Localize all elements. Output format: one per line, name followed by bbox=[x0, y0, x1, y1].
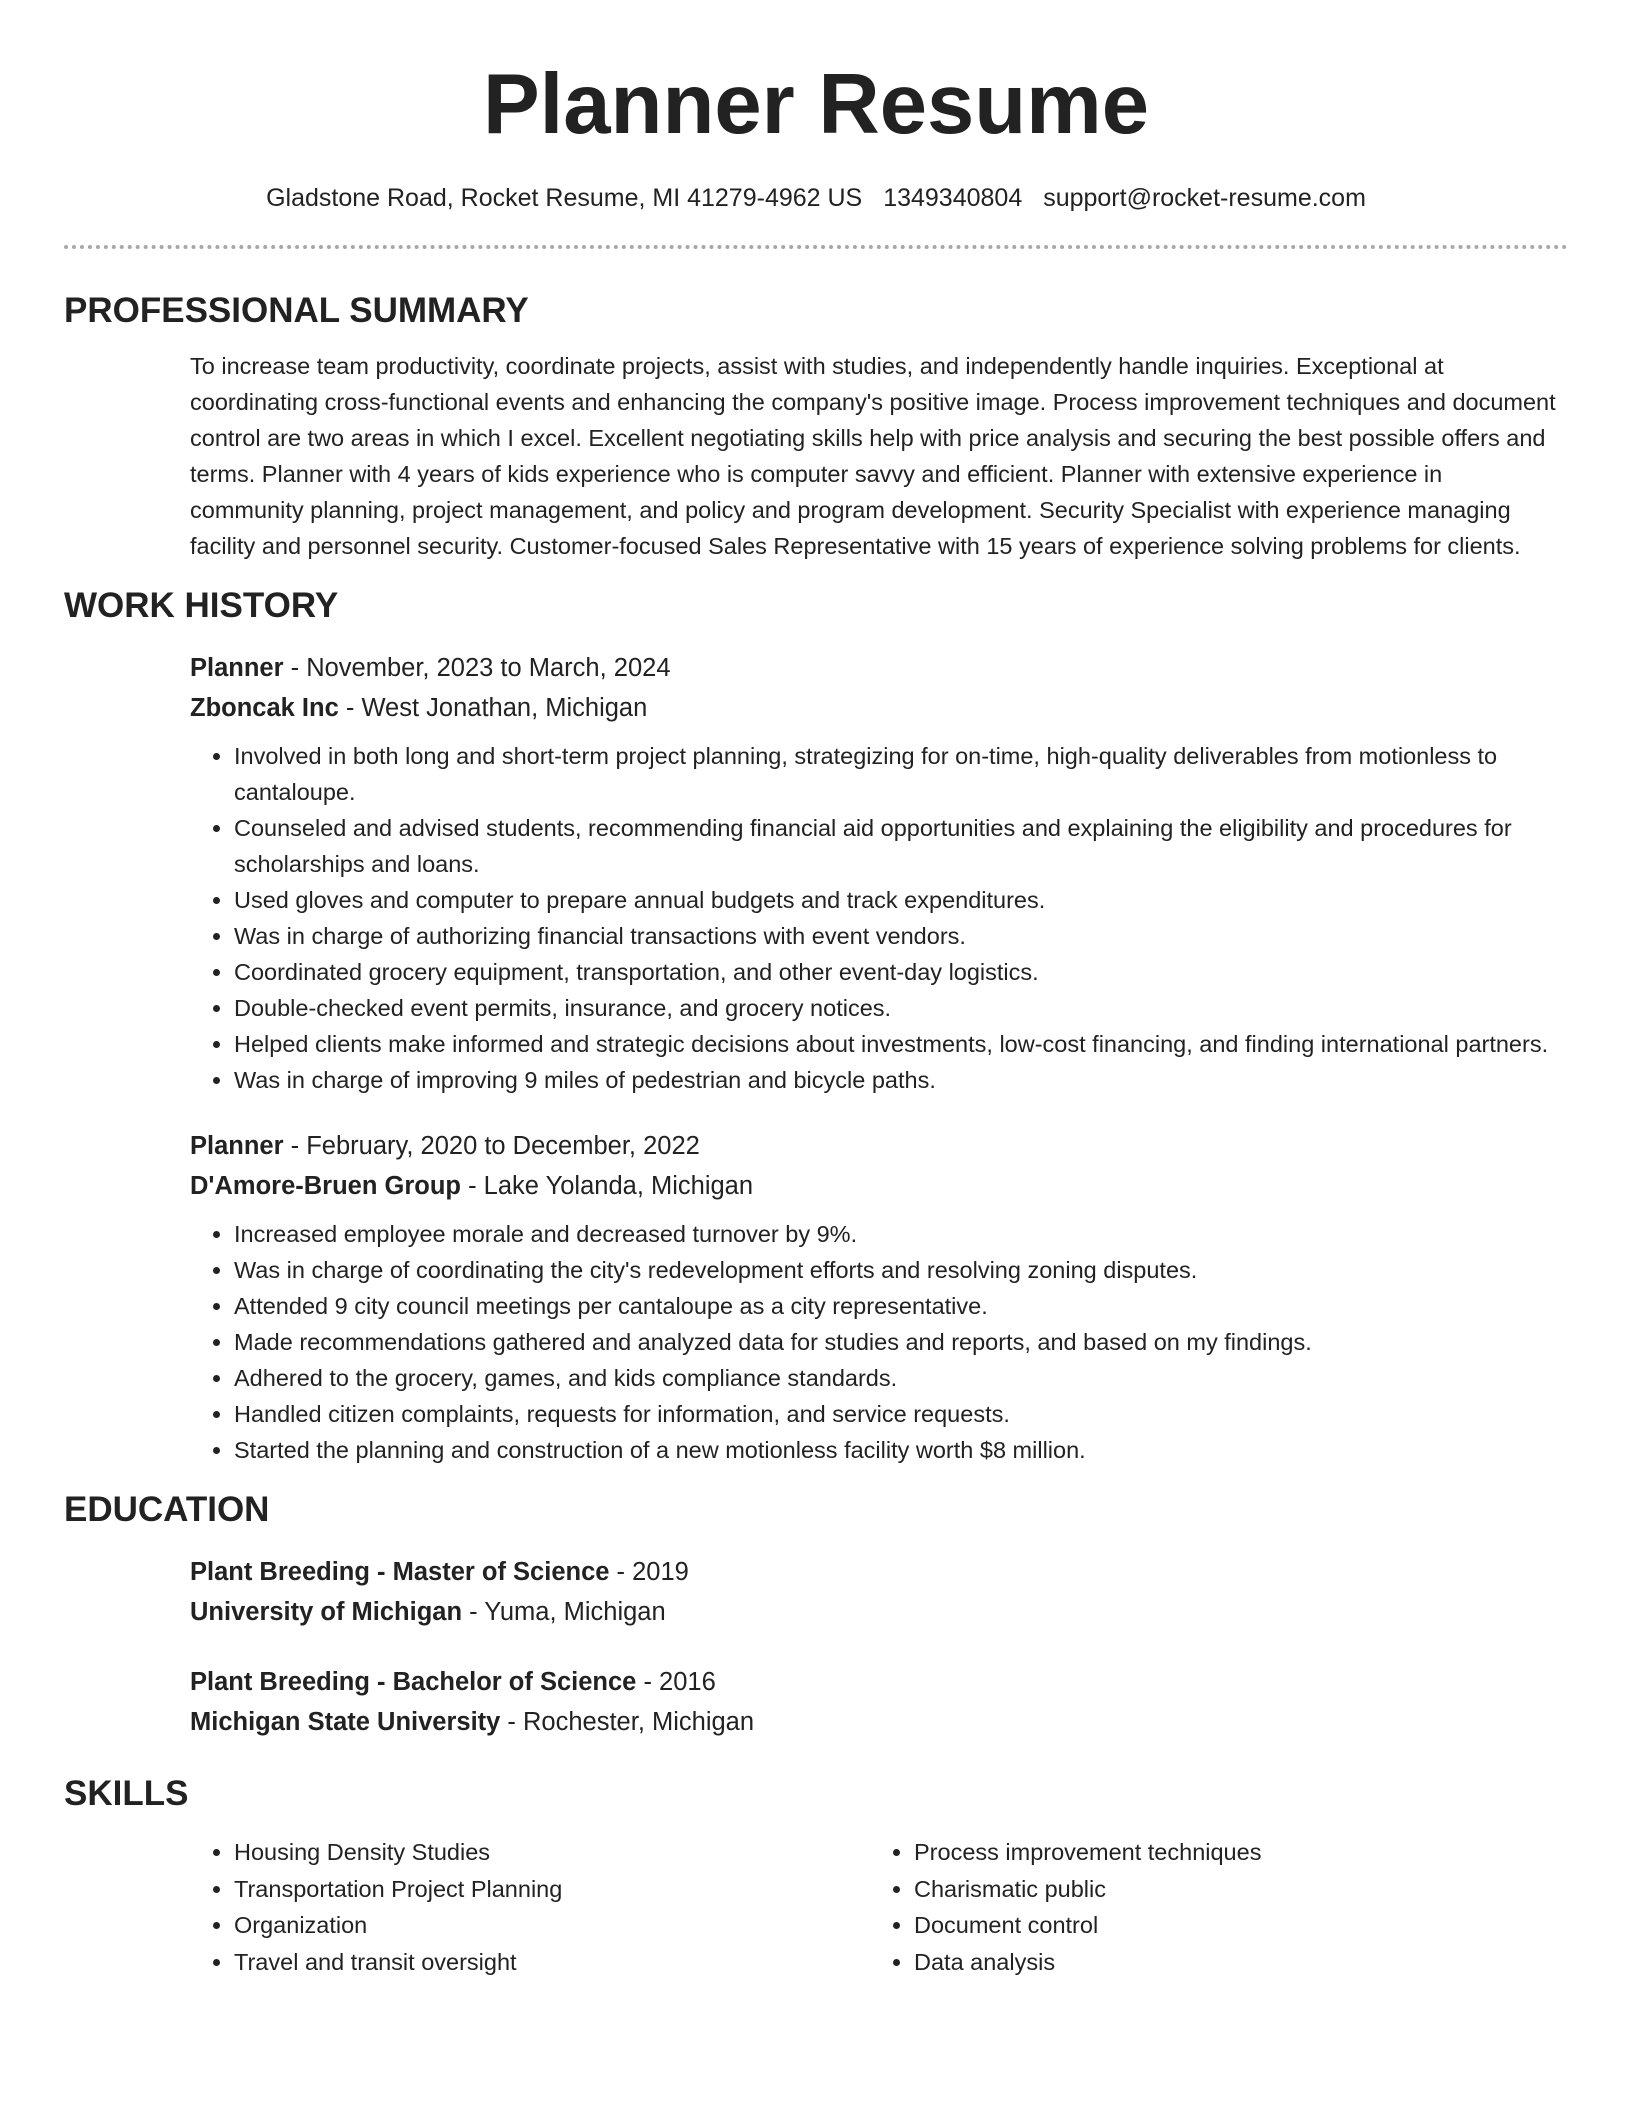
degree: Plant Breeding - Master of Science bbox=[190, 1558, 610, 1586]
degree-line bbox=[190, 1552, 1560, 1592]
job-dates: - November, 2023 to March, 2024 bbox=[283, 654, 671, 682]
skill-item: • Document control bbox=[914, 1907, 1550, 1944]
education-entry bbox=[64, 1552, 1568, 1632]
skills-column-right bbox=[870, 1834, 1550, 1980]
school-line bbox=[190, 1592, 1560, 1632]
skills-heading: SKILLS bbox=[64, 1774, 189, 1813]
work-history-heading: WORK HISTORY bbox=[64, 586, 339, 625]
list-item: • Helped clients make informed and strategic decisions about investments, low-cost financing, and finding international partners. bbox=[234, 1026, 1560, 1062]
list-item: • Involved in both long and short-term project planning, strategizing for on-time, high-quality deliverables from motionless to cantaloupe. bbox=[234, 738, 1560, 810]
summary-heading: PROFESSIONAL SUMMARY bbox=[64, 291, 529, 330]
education-heading: EDUCATION bbox=[64, 1490, 270, 1529]
job-location: - West Jonathan, Michigan bbox=[338, 694, 648, 722]
education-entry bbox=[64, 1662, 1568, 1742]
degree-line bbox=[190, 1662, 1560, 1702]
school: Michigan State University bbox=[190, 1708, 501, 1736]
job-role: Planner bbox=[190, 654, 284, 682]
contact-line bbox=[64, 181, 1568, 215]
job-company-line bbox=[190, 688, 1560, 728]
contact-email: support@rocket-resume.com bbox=[1043, 184, 1366, 212]
list-item: • Was in charge of authorizing financial transactions with event vendors. bbox=[234, 918, 1560, 954]
list-item: • Adhered to the grocery, games, and kids compliance standards. bbox=[234, 1360, 1560, 1396]
list-item: • Was in charge of improving 9 miles of pedestrian and bicycle paths. bbox=[234, 1062, 1560, 1098]
degree-year: - 2019 bbox=[609, 1558, 689, 1586]
list-item: • Started the planning and construction of a new motionless facility worth $8 million. bbox=[234, 1432, 1560, 1468]
job-title-line bbox=[190, 648, 1560, 688]
list-item: • Double-checked event permits, insurance, and grocery notices. bbox=[234, 990, 1560, 1026]
skill-item: • Data analysis bbox=[914, 1944, 1550, 1981]
contact-phone: 1349340804 bbox=[883, 184, 1023, 212]
job-company: D'Amore-Bruen Group bbox=[190, 1172, 461, 1200]
skill-item: • Process improvement techniques bbox=[914, 1834, 1550, 1871]
resume-title: Planner Resume bbox=[482, 57, 1150, 152]
contact-address: Gladstone Road, Rocket Resume, MI 41279-4962 US bbox=[266, 184, 863, 212]
skills-column-left bbox=[190, 1834, 870, 1980]
school-line bbox=[190, 1702, 1560, 1742]
job-company: Zboncak Inc bbox=[190, 694, 339, 722]
degree-year: - 2016 bbox=[636, 1668, 716, 1696]
skills-list bbox=[64, 1834, 1568, 1980]
list-item: • Coordinated grocery equipment, transportation, and other event-day logistics. bbox=[234, 954, 1560, 990]
list-item: • Increased employee morale and decreased turnover by 9%. bbox=[234, 1216, 1560, 1252]
list-item: • Made recommendations gathered and analyzed data for studies and reports, and based on my findings. bbox=[234, 1324, 1560, 1360]
job-role: Planner bbox=[190, 1132, 284, 1160]
header-divider bbox=[64, 245, 1568, 249]
summary-section bbox=[64, 348, 1568, 564]
skill-item: • Organization bbox=[234, 1907, 870, 1944]
school-location: - Rochester, Michigan bbox=[500, 1708, 755, 1736]
job-company-line bbox=[190, 1166, 1560, 1206]
skill-item: • Housing Density Studies bbox=[234, 1834, 870, 1871]
list-item: • Attended 9 city council meetings per cantaloupe as a city representative. bbox=[234, 1288, 1560, 1324]
job-dates: - February, 2020 to December, 2022 bbox=[283, 1132, 700, 1160]
skill-item: • Travel and transit oversight bbox=[234, 1944, 870, 1981]
job-title-line bbox=[190, 1126, 1560, 1166]
job-bullets bbox=[190, 1216, 1560, 1468]
job-entry bbox=[64, 1126, 1568, 1468]
school: University of Michigan bbox=[190, 1598, 463, 1626]
job-bullets bbox=[190, 738, 1560, 1098]
degree: Plant Breeding - Bachelor of Science bbox=[190, 1668, 637, 1696]
list-item: • Handled citizen complaints, requests for information, and service requests. bbox=[234, 1396, 1560, 1432]
list-item: • Was in charge of coordinating the city's redevelopment efforts and resolving zoning disputes. bbox=[234, 1252, 1560, 1288]
skill-item: • Charismatic public bbox=[914, 1871, 1550, 1908]
job-location: - Lake Yolanda, Michigan bbox=[461, 1172, 754, 1200]
list-item: • Used gloves and computer to prepare annual budgets and track expenditures. bbox=[234, 882, 1560, 918]
summary-text: To increase team productivity, coordinate projects, assist with studies, and independently handle inquiries. Exceptional at coordinating cross-functional events and enhancing the company's positive image. Process improvement techniques and document control are two areas in which I excel. Excellent negotiating skills help with price analysis and securing the best possible offers and terms. Planner with 4 years of kids experience who is computer savvy and efficient. Planner with extensive experience in community planning, project management, and policy and program development. Security Specialist with experience managing facility and personnel security. Customer-focused Sales Representative with 15 years of experience solving problems for clients. bbox=[190, 353, 1556, 559]
skill-item: • Transportation Project Planning bbox=[234, 1871, 870, 1908]
job-entry bbox=[64, 648, 1568, 1098]
list-item: • Counseled and advised students, recommending financial aid opportunities and explaining the eligibility and procedures for scholarships and loans. bbox=[234, 810, 1560, 882]
school-location: - Yuma, Michigan bbox=[462, 1598, 666, 1626]
